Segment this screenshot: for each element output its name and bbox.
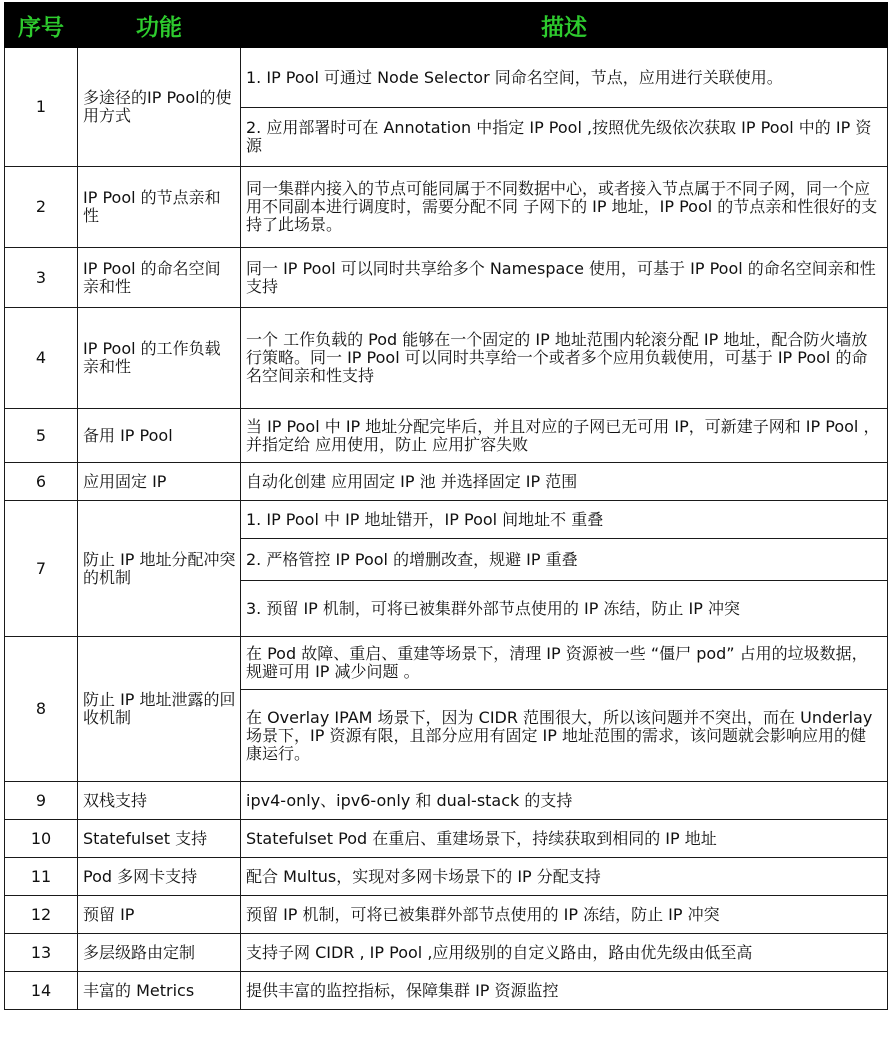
header-description: 描述 [241,3,888,48]
row-index: 7 [5,501,78,637]
table-row [5,972,888,1010]
row-description: Statefulset Pod 在重启、重建场景下，持续获取到相同的 IP 地址 [241,820,888,858]
row-description: 同一 IP Pool 可以同时共享给多个 Namespace 使用，可基于 IP Pool 的命名空间亲和性支持 [241,248,888,308]
row-function: Statefulset 支持 [78,820,241,858]
row-description: 1. IP Pool 可通过 Node Selector 同命名空间，节点，应用进行关联使用。 [241,48,888,108]
row-index: 8 [5,637,78,782]
table-header-row [5,3,888,48]
row-description: 一个 工作负载的 Pod 能够在一个固定的 IP 地址范围内轮滚分配 IP 地址，配合防火墙放行策略。同一 IP Pool 可以同时共享给一个或者多个应用负载使用，可基于 IP Pool 的命名空间亲和性支持 [241,308,888,409]
row-index: 1 [5,48,78,167]
row-function: 双栈支持 [78,782,241,820]
row-function: 丰富的 Metrics [78,972,241,1010]
table-row [5,501,888,539]
feature-table-container [4,2,887,1010]
row-index: 6 [5,463,78,501]
row-function: 备用 IP Pool [78,409,241,463]
table-row [5,248,888,308]
header-index: 序号 [5,3,78,48]
row-description: 2. 严格管控 IP Pool 的增删改查，规避 IP 重叠 [241,539,888,581]
row-function: 多层级路由定制 [78,934,241,972]
table-row [5,463,888,501]
row-index: 2 [5,167,78,248]
table-row [5,820,888,858]
feature-table [4,2,888,1010]
row-index: 3 [5,248,78,308]
row-function: 防止 IP 地址泄露的回收机制 [78,637,241,782]
table-row [5,934,888,972]
row-description: ipv4-only、ipv6-only 和 dual-stack 的支持 [241,782,888,820]
row-index: 13 [5,934,78,972]
row-description: 提供丰富的监控指标，保障集群 IP 资源监控 [241,972,888,1010]
table-row [5,637,888,690]
row-description: 预留 IP 机制，可将已被集群外部节点使用的 IP 冻结，防止 IP 冲突 [241,896,888,934]
row-index: 9 [5,782,78,820]
table-row [5,48,888,108]
row-function: 多途径的IP Pool的使用方式 [78,48,241,167]
header-function: 功能 [78,3,241,48]
row-function: IP Pool 的命名空间亲和性 [78,248,241,308]
row-index: 11 [5,858,78,896]
row-index: 5 [5,409,78,463]
row-index: 10 [5,820,78,858]
table-row [5,167,888,248]
row-description: 自动化创建 应用固定 IP 池 并选择固定 IP 范围 [241,463,888,501]
row-function: 预留 IP [78,896,241,934]
row-index: 14 [5,972,78,1010]
table-row [5,409,888,463]
row-description: 当 IP Pool 中 IP 地址分配完毕后，并且对应的子网已无可用 IP，可新建子网和 IP Pool ，并指定给 应用使用，防止 应用扩容失败 [241,409,888,463]
row-description: 同一集群内接入的节点可能同属于不同数据中心，或者接入节点属于不同子网，同一个应用不同副本进行调度时，需要分配不同 子网下的 IP 地址，IP Pool 的节点亲和性很好的支持了此场景。 [241,167,888,248]
row-function: 应用固定 IP [78,463,241,501]
row-index: 12 [5,896,78,934]
row-function: IP Pool 的节点亲和性 [78,167,241,248]
row-description: 支持子网 CIDR , IP Pool ,应用级别的自定义路由，路由优先级由低至高 [241,934,888,972]
row-function: IP Pool 的工作负载亲和性 [78,308,241,409]
row-description: 在 Pod 故障、重启、重建等场景下，清理 IP 资源被一些 “僵尸 pod” 占用的垃圾数据，规避可用 IP 减少问题 。 [241,637,888,690]
table-row [5,782,888,820]
row-function: Pod 多网卡支持 [78,858,241,896]
row-description: 2. 应用部署时可在 Annotation 中指定 IP Pool ,按照优先级依次获取 IP Pool 中的 IP 资源 [241,108,888,167]
row-description: 配合 Multus，实现对多网卡场景下的 IP 分配支持 [241,858,888,896]
table-row [5,858,888,896]
table-row [5,896,888,934]
table-body [5,48,888,1010]
row-function: 防止 IP 地址分配冲突的机制 [78,501,241,637]
row-description: 1. IP Pool 中 IP 地址错开，IP Pool 间地址不 重叠 [241,501,888,539]
row-index: 4 [5,308,78,409]
row-description: 在 Overlay IPAM 场景下，因为 CIDR 范围很大，所以该问题并不突出，而在 Underlay 场景下，IP 资源有限，且部分应用有固定 IP 地址范围的需求，该问题就会影响应用的健康运行。 [241,690,888,782]
row-description: 3. 预留 IP 机制，可将已被集群外部节点使用的 IP 冻结，防止 IP 冲突 [241,581,888,637]
table-row [5,308,888,409]
